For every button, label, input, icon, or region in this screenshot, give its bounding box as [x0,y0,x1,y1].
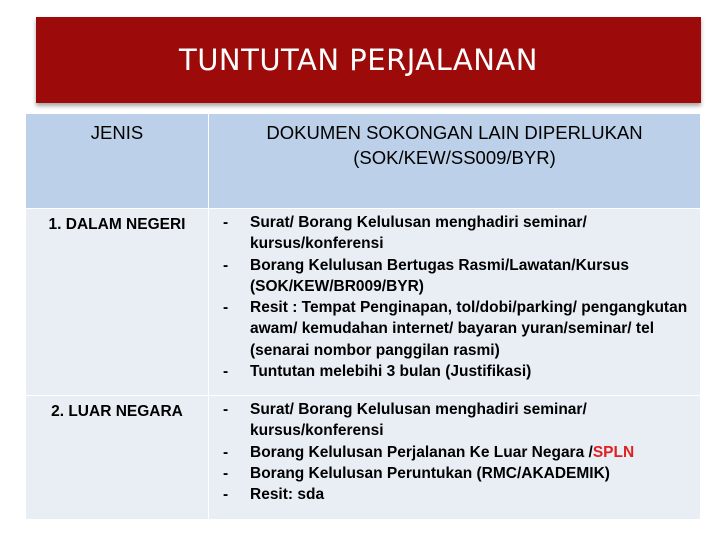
list-item-text: Tuntutan melebihi 3 bulan (Justifikasi) [250,363,532,381]
documents-cell [209,396,701,520]
page-title: TUNTUTAN PERJALANAN [178,43,538,77]
bullet-dash: - [223,464,229,482]
list-item-text: Surat/ Borang Kelulusan menghadiri seminar/ kursus/konferensi [250,214,587,253]
documents-cell [209,209,701,396]
bullet-dash: - [223,256,229,274]
documents-list [223,399,694,505]
list-item-text: Borang Kelulusan Peruntukan (RMC/AKADEMIK) [250,464,610,482]
list-item [223,399,694,442]
bullet-dash: - [223,401,229,418]
list-item-text: Resit : Tempat Penginapan, tol/dobi/parking/ pengangkutan awam/ kemudahan internet/ bayaran yuran/seminar/ tel (senarai nombor panggilan rasmi) [250,299,688,359]
bullet-dash: - [223,299,229,317]
list-item [223,297,694,361]
list-item-text: Borang Kelulusan Bertugas Rasmi/Lawatan/Kursus (SOK/KEW/BR009/BYR) [250,256,629,295]
requirements-table [25,113,701,520]
list-item [223,442,694,463]
table-row [26,209,701,396]
jenis-cell: 1. DALAM NEGERI [26,209,209,396]
list-item [223,212,694,255]
list-item-text: Resit: sda [250,486,325,504]
list-item [223,255,694,298]
list-item [223,361,694,382]
list-item [223,463,694,484]
bullet-dash: - [223,486,229,504]
spln-highlight: SPLN [592,443,635,461]
list-item [223,484,694,505]
header-jenis: JENIS [26,114,209,209]
table-header-row [26,114,701,209]
list-item-text-main: Borang Kelulusan Perjalanan Ke Luar Negara / [250,443,593,461]
list-item-text: Surat/ Borang Kelulusan menghadiri seminar/ kursus/konferensi [250,401,587,440]
jenis-cell: 2. LUAR NEGARA [26,396,209,520]
table-row [26,396,701,520]
header-dokumen: DOKUMEN SOKONGAN LAIN DIPERLUKAN (SOK/KEW/SS009/BYR) [209,114,701,209]
bullet-dash: - [223,363,229,381]
bullet-dash: - [223,443,229,461]
list-item-text [250,442,694,463]
documents-list [223,212,694,382]
title-banner [36,17,701,103]
bullet-dash: - [223,214,229,231]
